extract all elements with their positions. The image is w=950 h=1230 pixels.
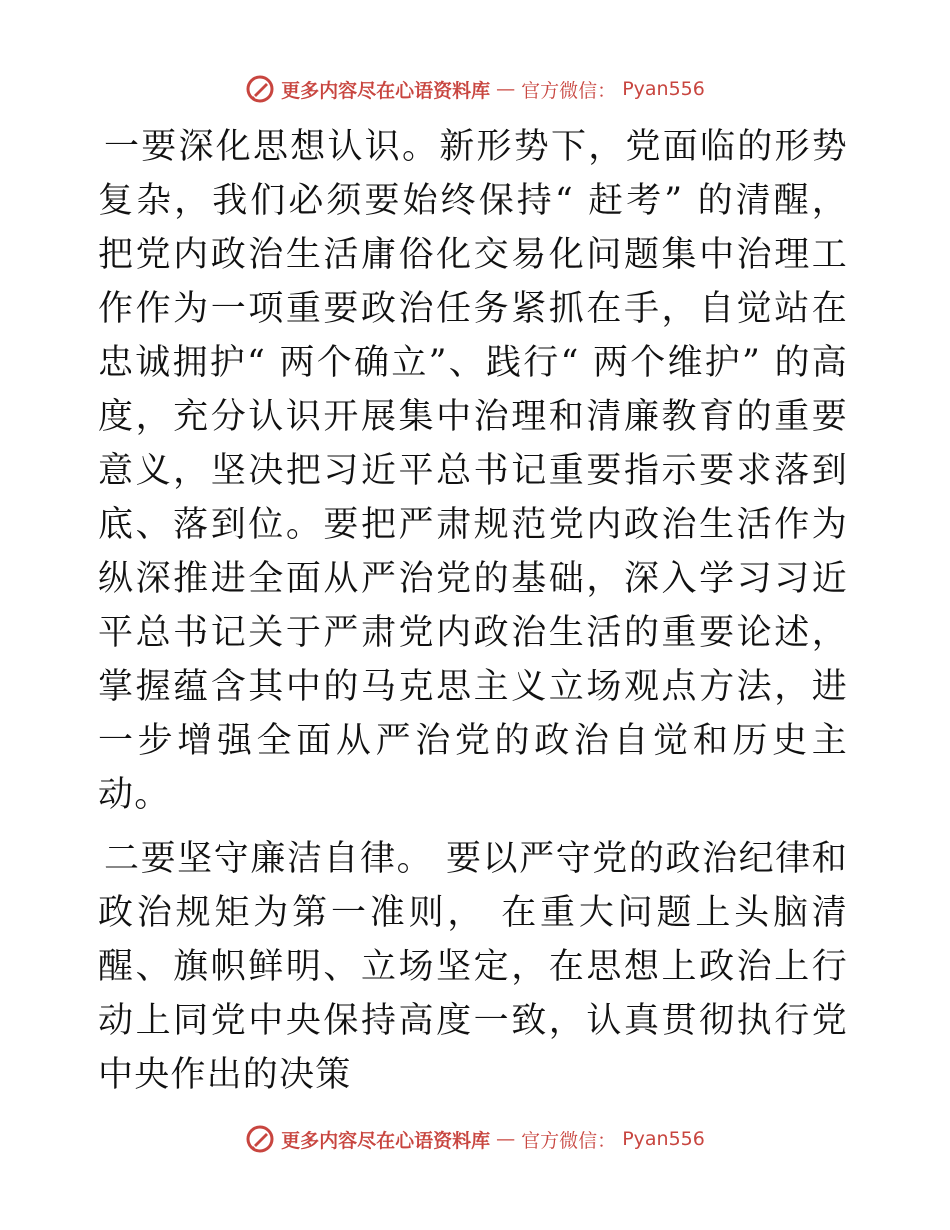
watermark-dash: — [496,1128,516,1150]
watermark-sub-text: 官方微信： [521,79,617,102]
paragraph-1: 一要深化思想认识。新形势下，党面临的形势复杂，我们必须要始终保持“ 赶考” 的清醒，把党内政治生活庸俗化交易化问题集中治理工作作为一项重要政治任务紧抓在手，自觉站在忠诚拥护“ 两个确立”、践行“ 两个维护” 的高度，充分认识开展集中治理和清廉教育的重要意义，坚决把习近平总书记重要指示要求落到底、落到位。要把严肃规范党内政治生活作为纵深推进全面从严治党的基础，深入学习习近平总书记关于严肃党内政治生活的重要论述，掌握蕴含其中的马克思主义立场观点方法，进一步增强全面从严治党的政治自觉和历史主动。 [98,127,848,815]
document-body [98,120,848,1102]
watermark-main-text: 更多内容尽在心语资料库 [281,1129,491,1152]
watermark-footer [0,1122,950,1156]
watermark-dash: — [496,78,516,100]
quill-seal-icon [245,1124,275,1154]
watermark-sub-text: 官方微信： [521,1129,617,1152]
quill-seal-icon [245,74,275,104]
watermark-id: Pyan556 [622,78,705,100]
watermark-main-text: 更多内容尽在心语资料库 [281,79,491,102]
watermark-id: Pyan556 [622,1128,705,1150]
paragraph-2: 二要坚守廉洁自律。 要以严守党的政治纪律和政治规矩为第一准则， 在重大问题上头脑清醒、旗帜鲜明、立场坚定，在思想上政治上行动上同党中央保持高度一致，认真贯彻执行党中央作出的决策 [98,839,848,1095]
watermark-header [0,72,950,106]
